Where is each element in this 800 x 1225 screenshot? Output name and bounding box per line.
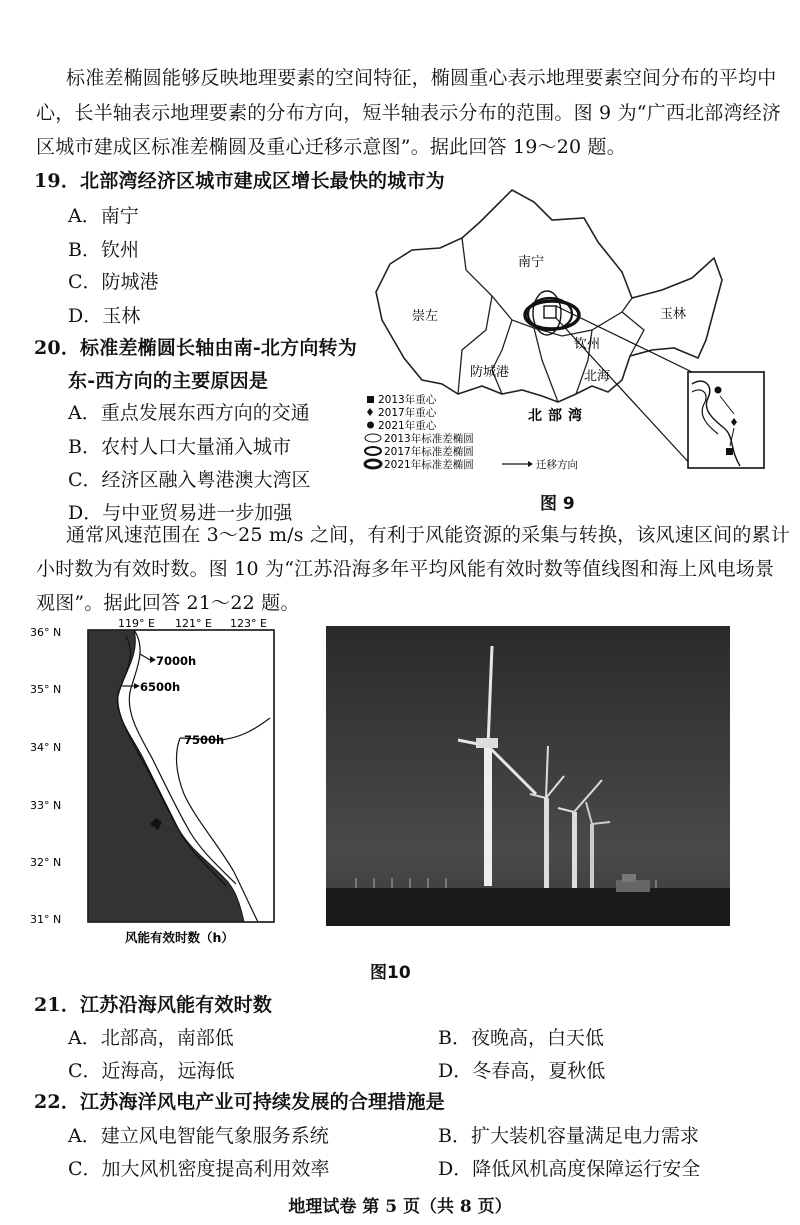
intro-text-line: 通常风速范围在 3～25 m/s 之间，有利于风能资源的采集与转换，该风速区间的累计 [66, 524, 790, 546]
fangcheng-boundary [492, 320, 512, 394]
intro-text-line: 心，长半轴表示地理要素的分布方向，短半轴表示分布的范围。图 9 为“广西北部湾经济 [36, 102, 782, 124]
lat-label-35: 35° N [30, 683, 62, 696]
legend-2013-ellipse-symbol [365, 434, 381, 442]
legend-2013-centroid: 2013年重心 [378, 394, 437, 406]
intro-text-line: 区城市建成区标准差椭圆及重心迁移示意图”。据此回答 19～20 题。 [36, 136, 626, 158]
isoline-label-7500h: 7500h [184, 733, 225, 747]
question-19-option-d[interactable]: D．玉林 [68, 305, 141, 327]
question-19-option-c[interactable]: C．防城港 [68, 271, 159, 293]
turbine-tower [484, 746, 492, 886]
question-20-option-c[interactable]: C．经济区融入粤港澳大湾区 [68, 469, 311, 491]
question-21-option-c[interactable]: C．近海高，远海低 [68, 1060, 235, 1082]
city-label-beihai: 北海 [584, 369, 611, 384]
map-caption: 风能有效时数（h） [125, 930, 234, 945]
page-footer: 地理试卷 第 5 页（共 8 页） [288, 1197, 512, 1217]
legend-2013-ellipse: 2013年标准差椭圆 [384, 433, 474, 445]
turbine-tower [544, 798, 549, 888]
city-label-chongzuo: 崇左 [412, 309, 439, 324]
legend-2021-centroid-symbol [367, 422, 374, 429]
wind-farm-photo [326, 626, 730, 926]
intro-text-line: 标准差椭圆能够反映地理要素的空间特征，椭圆重心表示地理要素空间分布的平均中 [66, 67, 777, 89]
question-21-option-a[interactable]: A．北部高，南部低 [68, 1027, 234, 1049]
question-21-option-d[interactable]: D．冬春高，夏秋低 [438, 1060, 606, 1082]
isoline-label-6500h: 6500h [140, 680, 181, 694]
lon-label-123: 123° E [230, 617, 267, 630]
city-label-fangchenggang: 防城港 [470, 365, 510, 380]
centroid-2021-marker [715, 387, 722, 394]
legend-2017-centroid: 2017年重心 [378, 407, 437, 419]
question-22-option-c[interactable]: C．加大风机密度提高利用效率 [68, 1158, 330, 1180]
legend-2021-ellipse-symbol [365, 460, 381, 468]
lat-label-33: 33° N [30, 799, 62, 812]
photo-sea [326, 888, 730, 926]
yulin-boundary [622, 312, 644, 356]
region-outline [376, 190, 722, 402]
question-21-stem: 21．江苏沿海风能有效时数 [34, 994, 273, 1016]
city-label-nanning: 南宁 [518, 255, 545, 270]
lon-label-121: 121° E [175, 617, 212, 630]
intro-text-line: 观图”。据此回答 21～22 题。 [36, 592, 300, 614]
legend-2013-centroid-symbol [367, 396, 374, 403]
lon-label-119: 119° E [118, 617, 155, 630]
city-label-yulin: 玉林 [660, 307, 687, 322]
figure-9-map [362, 180, 772, 490]
question-22-option-a[interactable]: A．建立风电智能气象服务系统 [68, 1125, 329, 1147]
sea-label: 北部湾 [528, 408, 588, 424]
question-21-option-b[interactable]: B．夜晚高，白天低 [438, 1027, 604, 1049]
photo-sky [326, 626, 730, 926]
legend-2017-centroid-symbol [367, 408, 373, 416]
question-20-stem-cont: 东-西方向的主要原因是 [68, 370, 269, 392]
city-label-qinzhou: 钦州 [574, 337, 601, 352]
question-20-option-d[interactable]: D．与中亚贸易进一步加强 [68, 502, 293, 524]
legend-2017-ellipse-symbol [365, 447, 381, 455]
question-19-option-b[interactable]: B．钦州 [68, 239, 139, 261]
lat-label-31: 31° N [30, 913, 62, 926]
figure-10-caption: 图10 [370, 963, 411, 983]
qinzhou-boundary [534, 328, 558, 402]
legend-2021-ellipse: 2021年标准差椭圆 [384, 459, 474, 471]
isoline-label-7000h: 7000h [156, 654, 197, 668]
centroid-2013-marker [726, 448, 733, 455]
question-22-option-b[interactable]: B．扩大装机容量满足电力需求 [438, 1125, 699, 1147]
figure-10-isoline-map [30, 614, 280, 954]
question-20-stem: 20．标准差椭圆长轴由南-北方向转为 [34, 337, 357, 359]
question-19-stem: 19．北部湾经济区城市建成区增长最快的城市为 [34, 170, 445, 192]
figure-9-caption: 图 9 [540, 494, 575, 514]
question-22-stem: 22．江苏海洋风电产业可持续发展的合理措施是 [34, 1091, 445, 1113]
lat-label-36: 36° N [30, 626, 62, 639]
intro-text-line: 小时数为有效时数。图 10 为“江苏沿海多年平均风能有效时数等值线图和海上风电场景 [36, 558, 775, 580]
turbine-tower [590, 824, 594, 888]
lat-label-34: 34° N [30, 741, 62, 754]
question-20-option-b[interactable]: B．农村人口大量涌入城市 [68, 436, 291, 458]
turbine-tower [572, 812, 577, 888]
lat-label-32: 32° N [30, 856, 62, 869]
inset-indicator-box [544, 306, 556, 318]
legend-migration: 迁移方向 [536, 459, 578, 471]
question-22-option-d[interactable]: D．降低风机高度保障运行安全 [438, 1158, 701, 1180]
question-20-option-a[interactable]: A．重点发展东西方向的交通 [68, 402, 310, 424]
question-19-option-a[interactable]: A．南宁 [68, 205, 139, 227]
legend-2017-ellipse: 2017年标准差椭圆 [384, 446, 474, 458]
legend-2021-centroid: 2021年重心 [378, 420, 437, 432]
